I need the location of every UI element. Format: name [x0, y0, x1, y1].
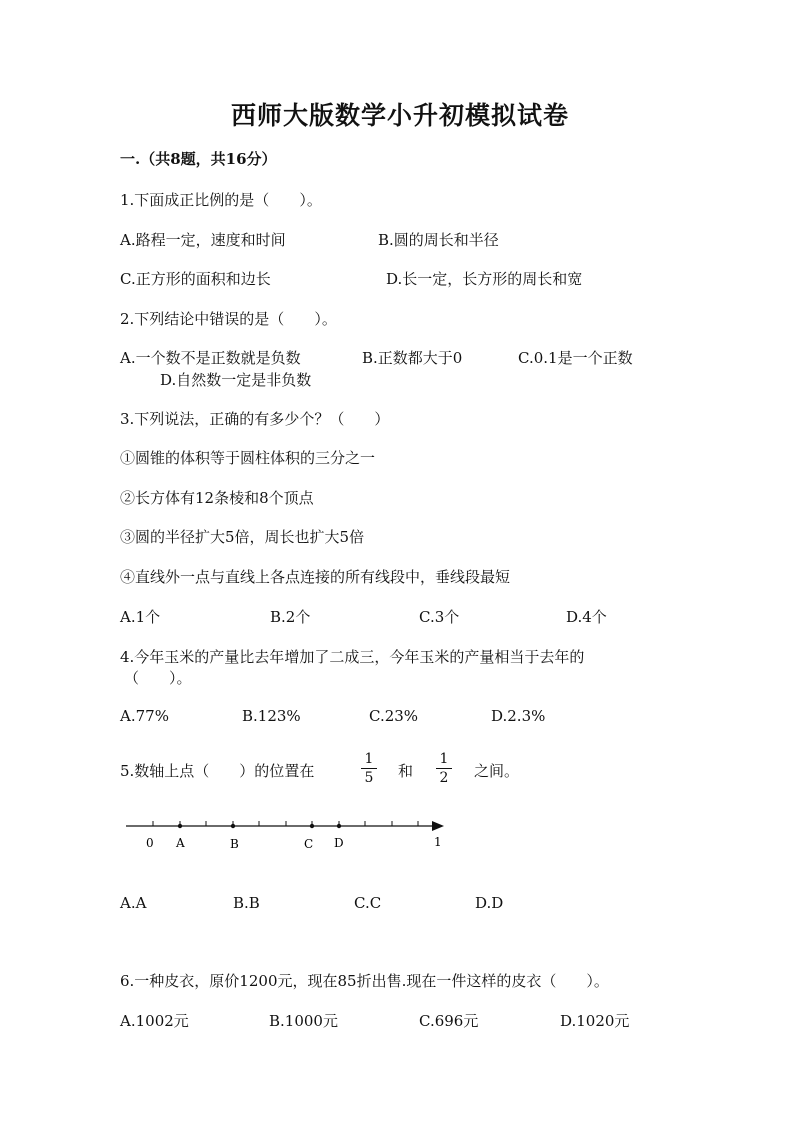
question-4-option-b: B.123% — [242, 707, 301, 725]
question-5-option-a: A.A — [120, 894, 147, 912]
question-3-stem: 3.下列说法，正确的有多少个？（ ） — [120, 410, 390, 428]
question-5-option-d: D.D — [475, 894, 504, 912]
question-5-stem-end: 之间。 — [474, 762, 520, 780]
question-1-option-a: A.路程一定，速度和时间 — [120, 231, 286, 249]
question-5-and: 和 — [398, 762, 414, 780]
label-c: C — [304, 837, 314, 851]
question-3-statement-3: ③圆的半径扩大5倍，周长也扩大5倍 — [120, 528, 365, 546]
question-1-option-c: C.正方形的面积和边长 — [120, 270, 271, 288]
question-6-option-c: C.696元 — [419, 1012, 479, 1030]
question-6-option-b: B.1000元 — [269, 1012, 338, 1030]
question-3-option-a: A.1个 — [120, 608, 161, 626]
question-4-option-d: D.2.3% — [491, 707, 546, 725]
question-2-stem: 2.下列结论中错误的是（ ）。 — [120, 310, 337, 328]
question-2-option-b: B.正数都大于0 — [362, 349, 463, 367]
question-4-stem: 4.今年玉米的产量比去年增加了二成三，今年玉米的产量相当于去年的 — [120, 648, 585, 666]
question-5-stem: 5.数轴上点（ ）的位置在 — [120, 762, 315, 780]
point-c-marker — [310, 824, 314, 828]
question-2-option-a: A.一个数不是正数就是负数 — [120, 349, 301, 367]
question-1-stem: 1.下面成正比例的是（ ）。 — [120, 191, 322, 209]
point-b-marker — [231, 824, 235, 828]
question-3-statement-2: ②长方体有12条棱和8个顶点 — [120, 489, 314, 507]
label-d: D — [334, 836, 344, 850]
question-1-option-d: D.长一定，长方形的周长和宽 — [386, 270, 583, 288]
question-4-stem-continued: （ ）。 — [124, 669, 192, 687]
number-line-arrow — [432, 821, 444, 831]
point-a-marker — [178, 824, 182, 828]
question-4-option-a: A.77% — [120, 707, 169, 725]
page-title: 西师大版数学小升初模拟试卷 — [230, 101, 569, 130]
fraction-one-half-numerator: 1 — [439, 751, 449, 767]
label-b: B — [230, 837, 239, 851]
fraction-one-fifth-numerator: 1 — [364, 751, 374, 767]
label-one: 1 — [434, 835, 442, 849]
question-5-option-c: C.C — [354, 894, 382, 912]
question-3-statement-4: ④直线外一点与直线上各点连接的所有线段中，垂线段最短 — [120, 568, 511, 586]
question-6-option-a: A.1002元 — [120, 1012, 189, 1030]
question-4-option-c: C.23% — [369, 707, 419, 725]
question-3-statement-1: ①圆锥的体积等于圆柱体积的三分之一 — [120, 449, 376, 467]
question-2-option-d: D.自然数一定是非负数 — [160, 371, 312, 389]
point-d-marker — [337, 824, 341, 828]
fraction-one-fifth-denominator: 5 — [364, 770, 374, 786]
question-2-option-c: C.0.1是一个正数 — [518, 349, 633, 367]
section-heading: 一.（共8题，共16分） — [120, 150, 277, 168]
label-a: A — [176, 836, 185, 850]
question-5-option-b: B.B — [233, 894, 260, 912]
question-3-option-c: C.3个 — [419, 608, 460, 626]
question-6-option-d: D.1020元 — [560, 1012, 630, 1030]
label-zero: 0 — [146, 836, 154, 850]
question-1-option-b: B.圆的周长和半径 — [378, 231, 499, 249]
question-3-option-d: D.4个 — [566, 608, 607, 626]
fraction-one-half-denominator: 2 — [439, 770, 449, 786]
question-3-option-b: B.2个 — [270, 608, 311, 626]
question-6-stem: 6.一种皮衣，原价1200元，现在85折出售.现在一件这样的皮衣（ ）。 — [120, 972, 609, 990]
